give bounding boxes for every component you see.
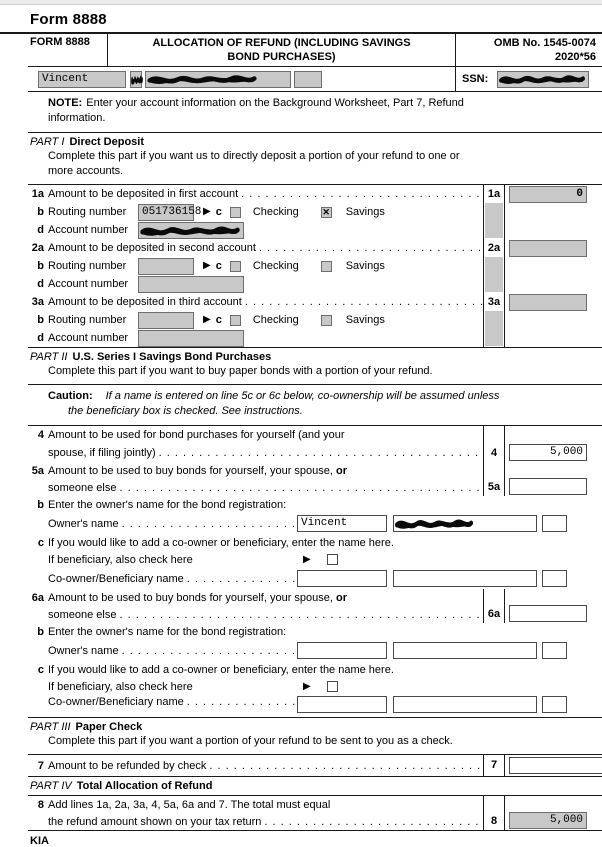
routing-number-field[interactable]: [138, 312, 194, 329]
line-number: 7: [37, 759, 44, 772]
line-letter: d: [37, 278, 44, 290]
dot-leader: [122, 645, 297, 657]
caution-section: [28, 385, 602, 426]
routing-label: Routing number: [48, 314, 127, 326]
middle-initial-field[interactable]: [130, 71, 142, 88]
form-revision: 2020*56: [555, 51, 596, 63]
owner-first-name-field[interactable]: Vincent: [297, 515, 387, 532]
amount-field-2a[interactable]: [509, 240, 587, 257]
line-ref: 1a: [487, 188, 501, 200]
account-number-field[interactable]: [138, 222, 244, 239]
line-number: 4: [37, 429, 44, 441]
taxpayer-row: [28, 67, 602, 92]
line-letter: c: [215, 314, 222, 326]
line-number: 6a: [31, 591, 44, 604]
amount-field-1a[interactable]: 0: [509, 186, 587, 203]
line-text: the refund amount shown on your tax return: [48, 815, 262, 828]
footer-code: KIA: [30, 835, 49, 847]
redaction-scribble: [394, 517, 474, 531]
caution-label: Caution:: [48, 390, 93, 402]
line-letter: c: [215, 206, 222, 218]
amount-field-4[interactable]: 5,000: [509, 444, 587, 461]
line-number: 8: [37, 798, 44, 811]
line-text: If you would like to add a co-owner or beneficiary, enter the name here.: [48, 663, 394, 676]
line-letter: b: [37, 314, 44, 326]
routing-label: Routing number: [48, 260, 127, 272]
savings-checkbox[interactable]: [321, 261, 332, 272]
line-text: Amount to be deposited in first account: [48, 188, 239, 200]
omb-number: OMB No. 1545-0074: [493, 37, 596, 49]
owner-name-label: Owner's name: [48, 517, 119, 530]
caution-text: If a name is entered on line 5c or 6c below, co-ownership will be assumed unless the beneficiary box is checked. See instructions.: [68, 390, 500, 417]
account-block-1: [28, 185, 602, 239]
note-section: [28, 92, 602, 133]
account-block-2: [28, 239, 602, 293]
line-text: someone else: [48, 608, 117, 621]
line-letter: d: [37, 332, 44, 344]
pointer-icon: ▶: [203, 260, 211, 271]
account-number-field[interactable]: [138, 276, 244, 293]
form-title: ALLOCATION OF REFUND (INCLUDING SAVINGS BOND PURCHASES): [152, 37, 411, 63]
part1-title: Direct Deposit: [69, 136, 145, 148]
form-number-label: FORM 8888: [28, 34, 108, 66]
line-text: Amount to be refunded by check: [48, 759, 207, 772]
savings-label: Savings: [345, 314, 385, 326]
dot-leader: [159, 447, 483, 459]
routing-number-field[interactable]: [138, 258, 194, 275]
account-number-field[interactable]: [138, 330, 244, 347]
part1-description: Complete this part if you want us to directly deposit a portion of your refund to one or more accounts.: [48, 150, 460, 177]
dot-leader: [122, 518, 297, 530]
part3-description: Complete this part if you want a portion of your refund to be sent to you as a check.: [48, 735, 453, 747]
coowner-first-name-field[interactable]: [297, 570, 387, 587]
part3-label: PART III: [30, 721, 71, 733]
line-text: Amount to be used to buy bonds for yourself, your spouse, or: [48, 591, 348, 604]
line-text: Add lines 1a, 2a, 3a, 4, 5a, 6a and 7. The total must equal: [48, 798, 331, 811]
checking-checkbox[interactable]: [230, 261, 241, 272]
pointer-icon: ▶: [303, 680, 311, 692]
part3-title: Paper Check: [75, 721, 143, 733]
beneficiary-check-label: If beneficiary, also check here: [48, 553, 193, 566]
ssn-field[interactable]: [497, 71, 589, 88]
checking-checkbox[interactable]: [230, 207, 241, 218]
part1-header: [28, 133, 602, 185]
bond-section-6: [28, 589, 602, 718]
line-text: If you would like to add a co-owner or beneficiary, enter the name here.: [48, 536, 394, 549]
line-letter: c: [215, 260, 222, 272]
redaction-scribble: [498, 73, 586, 86]
amount-field-3a[interactable]: [509, 294, 587, 311]
name-suffix-field[interactable]: [294, 71, 322, 88]
amount-field-7[interactable]: [509, 757, 602, 774]
line-text: Amount to be used for bond purchases for yourself (and your: [48, 429, 345, 441]
dot-leader: [209, 760, 483, 772]
redaction-scribble: [131, 73, 143, 87]
line-ref: 8: [490, 815, 498, 827]
ssn-cell: [455, 67, 602, 91]
dot-leader: [120, 482, 484, 494]
ssn-label: SSN:: [462, 73, 489, 85]
part4-title: Total Allocation of Refund: [76, 780, 213, 792]
line-letter: b: [37, 260, 44, 272]
line-ref: 6a: [487, 608, 501, 620]
shaded-strip: [485, 257, 503, 292]
page-title: Form 8888: [0, 5, 602, 34]
part3-header: [28, 718, 602, 755]
line-ref: 4: [490, 447, 498, 459]
owner-suffix-field[interactable]: [542, 642, 567, 659]
dot-leader: [187, 573, 297, 585]
dot-leader: [259, 242, 483, 254]
checking-label: Checking: [252, 314, 299, 326]
line-ref: 3a: [487, 296, 501, 308]
part2-title: U.S. Series I Savings Bond Purchases: [72, 351, 272, 363]
line-text: Amount to be deposited in third account: [48, 296, 242, 308]
pointer-icon: ▶: [203, 206, 211, 217]
coowner-first-name-field[interactable]: [297, 696, 387, 713]
savings-label: Savings: [345, 260, 385, 272]
line-letter: c: [37, 663, 44, 676]
form-header: [28, 34, 602, 67]
beneficiary-checkbox[interactable]: [327, 554, 338, 565]
part1-body: [28, 185, 602, 348]
last-name-field[interactable]: [145, 71, 291, 88]
line-text: someone else: [48, 481, 117, 494]
checking-checkbox[interactable]: [230, 315, 241, 326]
note-text: Enter your account information on the Background Worksheet, Part 7, Refund information.: [48, 97, 464, 124]
dot-leader: [241, 188, 483, 200]
line-ref: 2a: [487, 242, 501, 254]
dot-leader: [264, 816, 483, 828]
owner-suffix-field[interactable]: [542, 515, 567, 532]
account-label: Account number: [48, 224, 129, 236]
owner-name-label: Owner's name: [48, 644, 119, 657]
line-ref: 5a: [487, 481, 501, 493]
savings-checkbox[interactable]: [321, 207, 332, 218]
part4-header: [28, 777, 602, 796]
account-label: Account number: [48, 332, 129, 344]
shaded-strip: [485, 311, 503, 346]
coowner-name-label: Co-owner/Beneficiary name: [48, 696, 184, 708]
line-letter: b: [37, 206, 44, 218]
line-text: spouse, if filing jointly): [48, 447, 156, 459]
line-letter: b: [37, 498, 44, 511]
owner-last-name-field[interactable]: [393, 642, 537, 659]
routing-label: Routing number: [48, 206, 127, 218]
coowner-last-name-field[interactable]: [393, 696, 537, 713]
routing-number-field[interactable]: 051736158: [138, 204, 194, 221]
omb-block: [455, 34, 602, 66]
shaded-strip: [485, 203, 503, 238]
line4-block: [28, 426, 602, 462]
pointer-icon: ▶: [203, 314, 211, 325]
line-number: 2a: [31, 242, 44, 254]
checking-label: Checking: [252, 260, 299, 272]
redaction-scribble: [146, 73, 258, 86]
account-label: Account number: [48, 278, 129, 290]
part1-label: PART I: [30, 136, 65, 148]
savings-checkbox[interactable]: [321, 315, 332, 326]
redaction-scribble: [139, 224, 241, 238]
dot-leader: [120, 609, 484, 621]
line-letter: b: [37, 625, 44, 638]
note-label: NOTE:: [48, 97, 83, 109]
coowner-last-name-field[interactable]: [393, 570, 537, 587]
line7-block: [28, 755, 602, 777]
line-text: Amount to be deposited in second account: [48, 242, 256, 254]
dot-leader: [187, 696, 297, 708]
owner-first-name-field[interactable]: [297, 642, 387, 659]
beneficiary-checkbox[interactable]: [327, 681, 338, 692]
line-number: 5a: [31, 464, 44, 477]
amount-field-8[interactable]: 5,000: [509, 812, 587, 829]
bond-section-5: [28, 462, 602, 589]
dot-leader: [245, 296, 483, 308]
coowner-suffix-field[interactable]: [542, 696, 567, 713]
coowner-name-label: Co-owner/Beneficiary name: [48, 572, 184, 585]
line-letter: c: [37, 536, 44, 549]
coowner-suffix-field[interactable]: [542, 570, 567, 587]
account-block-3: [28, 293, 602, 347]
part4-label: PART IV: [30, 780, 72, 792]
line-text: Enter the owner's name for the bond registration:: [48, 498, 287, 511]
amount-field-6a[interactable]: [509, 605, 587, 622]
line-letter: d: [37, 224, 44, 236]
owner-last-name-field[interactable]: [393, 515, 537, 532]
savings-label: Savings: [345, 206, 385, 218]
line-number: 1a: [31, 188, 44, 200]
amount-field-5a[interactable]: [509, 478, 587, 495]
line-text: Amount to be used to buy bonds for yourself, your spouse, or: [48, 464, 348, 477]
line-ref: 7: [490, 759, 498, 771]
beneficiary-check-label: If beneficiary, also check here: [48, 680, 193, 693]
checking-label: Checking: [252, 206, 299, 218]
pointer-icon: ▶: [303, 553, 311, 565]
line8-block: [28, 796, 602, 831]
line-number: 3a: [31, 296, 44, 308]
part2-header: [28, 348, 602, 385]
first-name-field[interactable]: Vincent: [38, 71, 126, 88]
part2-description: Complete this part if you want to buy paper bonds with a portion of your refund.: [48, 365, 433, 377]
line-text: Enter the owner's name for the bond registration:: [48, 625, 287, 638]
part2-label: PART II: [30, 351, 68, 363]
